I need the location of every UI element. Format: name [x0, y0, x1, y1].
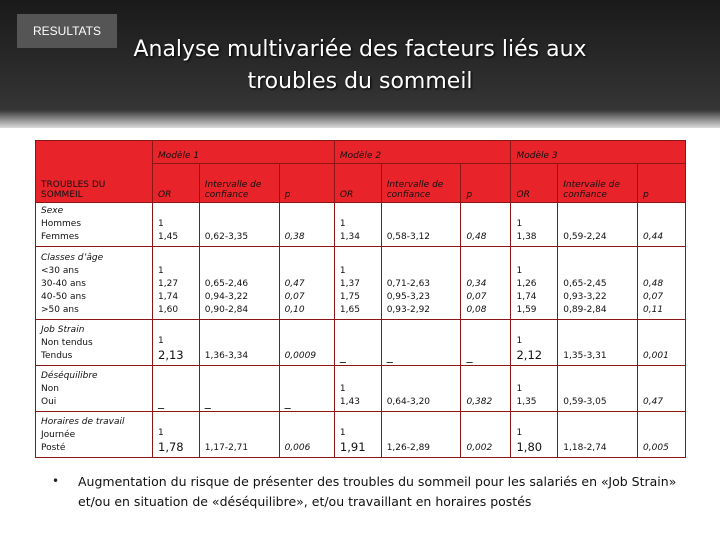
p-value-cell — [461, 365, 511, 411]
cell-value: 0,95-3,23 — [386, 291, 431, 302]
cell-value: 0,89-2,84 — [563, 304, 607, 315]
cell-value: 0,58-3,12 — [386, 232, 431, 243]
ci-cell — [558, 411, 638, 457]
cell-value: 1,38 — [516, 232, 537, 243]
table-row — [36, 365, 686, 411]
or-cell — [511, 411, 558, 457]
cell-value: 0,47 — [643, 396, 664, 407]
header-fade — [0, 110, 720, 132]
group-title: Horaires de travail — [41, 417, 125, 427]
p-header: p — [638, 164, 686, 203]
ci-cell — [381, 411, 461, 457]
or-cell — [153, 411, 200, 457]
p-value-cell — [638, 247, 686, 319]
cell-value: 1,35-3,31 — [563, 350, 607, 361]
title-line-2: troubles du sommeil — [247, 69, 473, 94]
cell-value: 0,48 — [466, 232, 487, 243]
group-level-label: Posté — [41, 443, 66, 453]
ci-cell — [558, 247, 638, 319]
ci-cell — [199, 365, 279, 411]
cell-value: _ — [466, 348, 473, 363]
cell-value: 1,78 — [158, 440, 184, 454]
cell-value: 2,13 — [158, 347, 184, 362]
cell-value: 1,35 — [516, 396, 537, 407]
p-value-cell — [279, 319, 334, 365]
group-level-label: Tendus — [41, 350, 73, 361]
cell-value: 0,65-2,46 — [204, 278, 249, 289]
or-cell — [153, 247, 200, 319]
cell-value: 1,36-3,34 — [204, 350, 249, 361]
cell-value: 1,37 — [339, 278, 360, 289]
cell-value: _ — [386, 348, 393, 363]
table-body — [36, 203, 686, 458]
or-header: OR — [153, 164, 200, 203]
group-title: Classes d’âge — [41, 252, 104, 263]
model-1-header: Modèle 1 — [153, 141, 335, 164]
section-tag: RESULTATS — [17, 14, 117, 48]
cell-value: 0,34 — [466, 278, 487, 289]
row-group-label — [36, 247, 153, 319]
p-value-cell — [279, 247, 334, 319]
cell-value: 0,38 — [284, 232, 305, 243]
cell-value: 1,74 — [516, 291, 537, 302]
p-header: p — [461, 164, 511, 203]
ci-header: Intervalle de confiance — [381, 164, 461, 203]
row-group-label — [36, 203, 153, 247]
cell-value: 0,382 — [466, 396, 493, 407]
ci-cell — [558, 203, 638, 247]
slide-title — [100, 34, 620, 98]
cell-value: 1 — [516, 383, 523, 394]
cell-value: 0,005 — [643, 443, 669, 453]
or-header: OR — [334, 164, 381, 203]
group-level-label: Hommes — [41, 219, 82, 230]
results-table — [35, 140, 686, 458]
table-row — [36, 411, 686, 457]
ci-header: Intervalle de confiance — [558, 164, 638, 203]
or-cell — [334, 247, 381, 319]
cell-value: 1 — [339, 219, 346, 230]
or-cell — [334, 203, 381, 247]
p-value-cell — [279, 411, 334, 457]
group-level-label: Journée — [41, 430, 76, 440]
cell-value: 1,59 — [516, 304, 537, 315]
cell-value: 0,90-2,84 — [204, 304, 249, 315]
cell-value: _ — [158, 394, 164, 409]
group-level-label: >50 ans — [41, 304, 79, 315]
cell-value: 0,94-3,22 — [204, 291, 249, 302]
cell-value: 0,59-3,05 — [563, 396, 607, 407]
group-level-label: Non — [41, 383, 59, 394]
cell-value: 1 — [339, 265, 346, 276]
cell-value: 0,10 — [284, 304, 305, 315]
table-row — [36, 319, 686, 365]
cell-value: _ — [339, 348, 346, 363]
cell-value: 1,60 — [158, 304, 179, 315]
cell-value: 0,48 — [643, 278, 664, 289]
cell-value: 1,65 — [339, 304, 360, 315]
group-level-label: Femmes — [41, 232, 79, 243]
ci-cell — [381, 247, 461, 319]
p-header: p — [279, 164, 334, 203]
or-cell — [153, 319, 200, 365]
ci-cell — [199, 203, 279, 247]
cell-value: 0,002 — [466, 443, 493, 453]
group-level-label: 40-50 ans — [41, 291, 86, 302]
cell-value: 0,11 — [643, 304, 664, 315]
cell-value: 1,26-2,89 — [386, 443, 431, 453]
cell-value: 1 — [516, 428, 523, 438]
group-title: Sexe — [41, 206, 64, 217]
cell-value: 0,44 — [643, 232, 664, 243]
cell-value: 0,71-2,63 — [386, 278, 431, 289]
cell-value: 1,80 — [516, 440, 543, 454]
p-value-cell — [638, 411, 686, 457]
corner-label: TROUBLES DU SOMMEIL — [36, 141, 153, 203]
cell-value: 1 — [516, 219, 523, 230]
p-value-cell — [461, 319, 511, 365]
cell-value: 1 — [339, 383, 346, 394]
cell-value: 1 — [339, 428, 346, 438]
cell-value: 0,47 — [284, 278, 305, 289]
cell-value: 0,07 — [466, 291, 487, 302]
ci-cell — [381, 203, 461, 247]
row-group-label — [36, 319, 153, 365]
p-value-cell — [461, 411, 511, 457]
ci-header: Intervalle de confiance — [199, 164, 279, 203]
cell-value: 1 — [158, 219, 164, 230]
cell-value: 0,08 — [466, 304, 487, 315]
cell-value: 1 — [516, 335, 523, 346]
or-cell — [334, 411, 381, 457]
cell-value: 2,12 — [516, 347, 543, 362]
cell-value: 1,75 — [339, 291, 360, 302]
cell-value: 1 — [158, 428, 164, 438]
or-cell — [153, 365, 200, 411]
cell-value: 0,62-3,35 — [204, 232, 249, 243]
cell-value: 0,65-2,45 — [563, 278, 607, 289]
cell-value: 1,27 — [158, 278, 179, 289]
or-cell — [511, 203, 558, 247]
p-value-cell — [279, 203, 334, 247]
cell-value: 1 — [158, 265, 164, 276]
cell-value: 0,59-2,24 — [563, 232, 607, 243]
or-cell — [153, 203, 200, 247]
or-cell — [511, 247, 558, 319]
cell-value: 1,74 — [158, 291, 179, 302]
group-level-label: Oui — [41, 396, 57, 407]
group-level-label: <30 ans — [41, 265, 79, 276]
ci-cell — [199, 247, 279, 319]
p-value-cell — [461, 203, 511, 247]
bullet-marker: • — [52, 474, 60, 488]
cell-value: 0,006 — [284, 443, 311, 453]
cell-value: 0,64-3,20 — [386, 396, 431, 407]
ci-cell — [558, 319, 638, 365]
model-3-header: Modèle 3 — [511, 141, 686, 164]
cell-value: 1,45 — [158, 232, 179, 243]
cell-value: 1,91 — [339, 440, 366, 454]
cell-value: _ — [284, 394, 291, 409]
or-cell — [511, 365, 558, 411]
cell-value: 0,93-3,22 — [563, 291, 607, 302]
or-header: OR — [511, 164, 558, 203]
group-level-label: 30-40 ans — [41, 278, 86, 289]
or-cell — [334, 365, 381, 411]
cell-value: _ — [204, 394, 211, 409]
ci-cell — [381, 365, 461, 411]
p-value-cell — [638, 203, 686, 247]
header-row-models — [36, 141, 686, 164]
p-value-cell — [638, 365, 686, 411]
cell-value: 0,0009 — [284, 350, 317, 361]
cell-value: 1,43 — [339, 396, 360, 407]
cell-value: 0,001 — [643, 350, 669, 361]
ci-cell — [199, 411, 279, 457]
table-row — [36, 203, 686, 247]
cell-value: 0,07 — [284, 291, 305, 302]
ci-cell — [558, 365, 638, 411]
title-line-1: Analyse multivariée des facteurs liés aux — [133, 37, 587, 62]
row-group-label — [36, 411, 153, 457]
cell-value: 1,17-2,71 — [204, 443, 249, 453]
p-value-cell — [461, 247, 511, 319]
group-title: Déséquilibre — [41, 370, 98, 381]
cell-value: 1,26 — [516, 278, 537, 289]
ci-cell — [199, 319, 279, 365]
group-level-label: Non tendus — [41, 337, 93, 348]
cell-value: 1 — [516, 265, 523, 276]
conclusion-text: Augmentation du risque de présenter des troubles du sommeil pour les salariés en «Job Strain» et/ou en situation de «déséquilibre», et/ou travaillant en horaires postés — [78, 474, 677, 509]
p-value-cell — [279, 365, 334, 411]
group-title: Job Strain — [41, 324, 85, 335]
cell-value: 1 — [158, 335, 164, 346]
cell-value: 1,34 — [339, 232, 360, 243]
table-row — [36, 247, 686, 319]
row-group-label — [36, 365, 153, 411]
p-value-cell — [638, 319, 686, 365]
or-cell — [511, 319, 558, 365]
cell-value: 1,18-2,74 — [563, 443, 607, 453]
or-cell — [334, 319, 381, 365]
cell-value: 0,07 — [643, 291, 664, 302]
ci-cell — [381, 319, 461, 365]
model-2-header: Modèle 2 — [334, 141, 511, 164]
cell-value: 0,93-2,92 — [386, 304, 431, 315]
